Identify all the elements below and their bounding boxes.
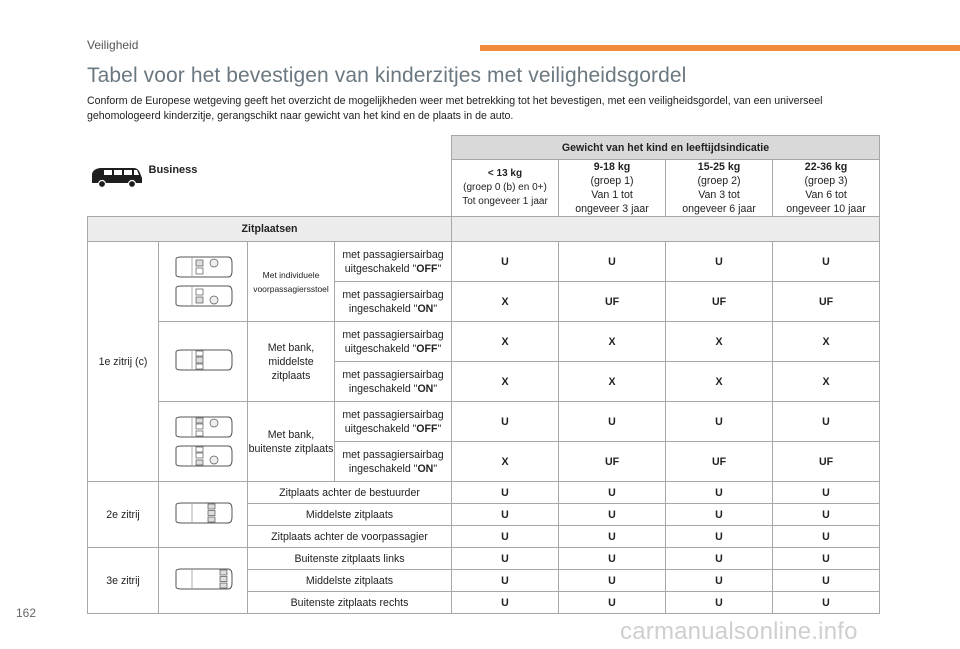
value-cell: U: [452, 402, 559, 442]
value-cell: U: [666, 526, 773, 548]
car-seat-diagram-icon: [172, 415, 234, 439]
value-cell: U: [773, 482, 880, 504]
value-cell: U: [452, 570, 559, 592]
col-header-1: < 13 kg (groep 0 (b) en 0+) Tot ongeveer 1 jaar: [452, 160, 559, 217]
value-cell: U: [452, 242, 559, 282]
value-cell: U: [559, 402, 666, 442]
value-cell: X: [452, 362, 559, 402]
seat-type-a: Met individuele voorpassagiersstoel: [248, 242, 335, 322]
seat-position: Middelste zitplaats: [248, 504, 452, 526]
weight-group-header: Gewicht van het kind en leeftijdsindicatie: [452, 136, 880, 160]
col-header-3: 15-25 kg (groep 2) Van 3 tot ongeveer 6 jaar: [666, 160, 773, 217]
seat-diagram-row3: [159, 548, 248, 614]
value-cell: X: [666, 322, 773, 362]
seat-position: Zitplaats achter de bestuurder: [248, 482, 452, 504]
value-cell: UF: [559, 442, 666, 482]
value-cell: UF: [666, 282, 773, 322]
seat-type-b: Met bank, middelste zitplaats: [248, 322, 335, 402]
value-cell: U: [773, 242, 880, 282]
value-cell: U: [559, 242, 666, 282]
van-icon: [88, 165, 144, 189]
airbag-state: met passagiersairbag uitgeschakeld "OFF": [335, 242, 452, 282]
value-cell: X: [559, 362, 666, 402]
value-cell: X: [452, 282, 559, 322]
value-cell: U: [666, 482, 773, 504]
car-seat-diagram-icon: [172, 567, 234, 591]
seat-diagram-b: [159, 322, 248, 402]
value-cell: U: [666, 548, 773, 570]
value-cell: UF: [559, 282, 666, 322]
seat-diagram-a: [159, 242, 248, 322]
page-title: Tabel voor het bevestigen van kinderzitjes met veiligheidsgordel: [87, 64, 687, 87]
value-cell: UF: [773, 282, 880, 322]
value-cell: U: [666, 570, 773, 592]
header-accent-bar: [480, 45, 960, 51]
value-cell: X: [452, 442, 559, 482]
airbag-state: met passagiersairbag uitgeschakeld "OFF": [335, 322, 452, 362]
value-cell: U: [666, 504, 773, 526]
car-seat-diagram-icon: [172, 444, 234, 468]
value-cell: U: [773, 504, 880, 526]
seats-header-fill: [452, 217, 880, 242]
value-cell: U: [559, 482, 666, 504]
value-cell: U: [452, 526, 559, 548]
value-cell: U: [773, 548, 880, 570]
value-cell: U: [452, 548, 559, 570]
value-cell: U: [773, 526, 880, 548]
intro-text: Conform de Europese wetgeving geeft het overzicht de mogelijkheden weer met betrekking tot het bevestigen, met een veiligheidsgordel, van een universeel gehomologeerd kinderzitje, gerangschikt naar gewicht van het kind en de plaats in de auto.: [87, 95, 823, 122]
value-cell: U: [773, 570, 880, 592]
value-cell: U: [773, 592, 880, 614]
value-cell: U: [452, 592, 559, 614]
seat-position: Buitenste zitplaats rechts: [248, 592, 452, 614]
row-label-1: 1e zitrij (c): [88, 242, 159, 482]
seat-position: Middelste zitplaats: [248, 570, 452, 592]
row-label-3: 3e zitrij: [88, 548, 159, 614]
airbag-state: met passagiersairbag ingeschakeld "ON": [335, 362, 452, 402]
seat-diagram-c: [159, 402, 248, 482]
value-cell: U: [773, 402, 880, 442]
table-corner: [88, 136, 452, 217]
value-cell: U: [452, 504, 559, 526]
value-cell: X: [773, 322, 880, 362]
car-seat-diagram-icon: [172, 501, 234, 525]
value-cell: U: [559, 526, 666, 548]
col-header-4: 22-36 kg (groep 3) Van 6 tot ongeveer 10 jaar: [773, 160, 880, 217]
page-number: 162: [16, 606, 37, 620]
seat-diagram-row2: [159, 482, 248, 548]
airbag-state: met passagiersairbag ingeschakeld "ON": [335, 282, 452, 322]
value-cell: X: [559, 322, 666, 362]
value-cell: UF: [666, 442, 773, 482]
airbag-state: met passagiersairbag ingeschakeld "ON": [335, 442, 452, 482]
value-cell: X: [452, 322, 559, 362]
seat-position: Buitenste zitplaats links: [248, 548, 452, 570]
value-cell: X: [773, 362, 880, 402]
watermark: carmanualsonline.info: [620, 618, 858, 645]
airbag-state: met passagiersairbag uitgeschakeld "OFF": [335, 402, 452, 442]
value-cell: U: [666, 592, 773, 614]
value-cell: U: [559, 548, 666, 570]
value-cell: U: [452, 482, 559, 504]
col-header-2: 9-18 kg (groep 1) Van 1 tot ongeveer 3 jaar: [559, 160, 666, 217]
value-cell: U: [559, 570, 666, 592]
seat-type-c: Met bank, buitenste zitplaats: [248, 402, 335, 482]
row-label-2: 2e zitrij: [88, 482, 159, 548]
value-cell: U: [559, 592, 666, 614]
child-seat-table: [87, 135, 880, 614]
version-label: Business: [148, 163, 198, 176]
value-cell: U: [666, 402, 773, 442]
value-cell: X: [666, 362, 773, 402]
value-cell: U: [559, 504, 666, 526]
seats-header: Zitplaatsen: [88, 217, 452, 242]
seat-position: Zitplaats achter de voorpassagier: [248, 526, 452, 548]
value-cell: U: [666, 242, 773, 282]
car-seat-diagram-icon: [172, 348, 234, 372]
section-label: Veiligheid: [87, 38, 139, 52]
car-seat-diagram-icon: [172, 255, 234, 279]
car-seat-diagram-icon: [172, 284, 234, 308]
value-cell: UF: [773, 442, 880, 482]
